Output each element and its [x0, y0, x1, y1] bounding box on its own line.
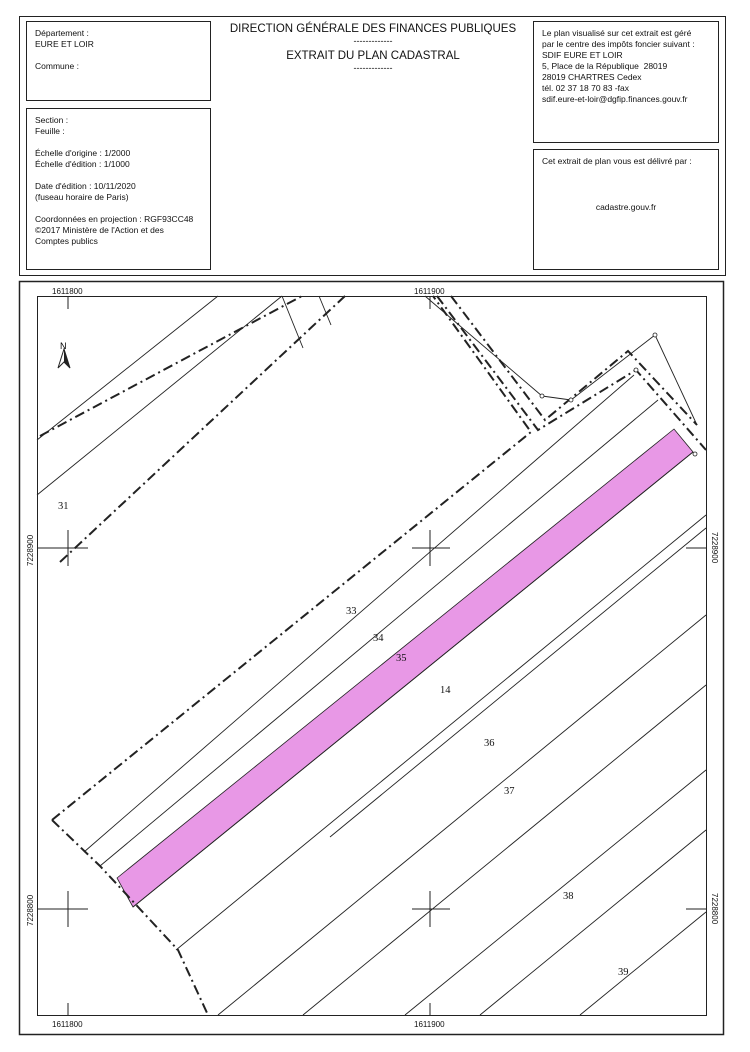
parcel-number-36: 36 — [484, 738, 495, 749]
header-separator-2: ------------- — [353, 63, 393, 73]
feuille-label: Feuille : — [35, 126, 65, 136]
fuseau-horaire: (fuseau horaire de Paris) — [35, 192, 129, 202]
commune-label: Commune : — [35, 61, 79, 71]
delivered-by-site: cadastre.gouv.fr — [595, 202, 657, 212]
coord-top-left: 1611800 — [52, 287, 83, 296]
section-label: Section : — [35, 115, 69, 125]
north-label: N — [60, 341, 67, 351]
sdif-email: sdif.eure-et-loir@dgfip.finances.gouv.fr — [542, 94, 688, 104]
parcel-number-31: 31 — [58, 501, 69, 512]
sdif-line-5: 28019 CHARTRES Cedex — [542, 72, 642, 82]
echelle-edition: Échelle d'édition : 1/1000 — [35, 159, 130, 169]
frame-ticks — [37, 296, 707, 1016]
header-separator: ------------- — [353, 36, 393, 46]
coord-right-upper: 7228900 — [710, 532, 719, 564]
copyright-line-2: Comptes publics — [35, 236, 98, 246]
coord-bottom-left: 1611800 — [52, 1020, 83, 1029]
coordonnees-projection: Coordonnées en projection : RGF93CC48 — [35, 214, 194, 224]
parcel-number-39: 39 — [618, 967, 629, 978]
coord-bottom-mid: 1611900 — [414, 1020, 445, 1029]
boundary-lines — [40, 296, 706, 1015]
sdif-line-1: Le plan visualisé sur cet extrait est géré — [542, 28, 692, 38]
map-outer-frame — [20, 282, 724, 1035]
coord-right-lower: 7228800 — [710, 893, 719, 925]
delivered-by-label: Cet extrait de plan vous est délivré par : — [542, 156, 692, 166]
header-subtitle: EXTRAIT DU PLAN CADASTRAL — [286, 50, 460, 62]
departement-value: EURE ET LOIR — [35, 39, 94, 49]
echelle-origine: Échelle d'origine : 1/2000 — [35, 148, 131, 158]
north-arrow-icon — [58, 341, 70, 368]
sdif-line-6: tél. 02 37 18 70 83 -fax — [542, 83, 629, 93]
copyright-line-1: ©2017 Ministère de l'Action et des — [35, 225, 164, 235]
parcel-number-37: 37 — [504, 786, 515, 797]
departement-label: Département : — [35, 28, 89, 38]
highlighted-parcel — [117, 429, 693, 907]
sdif-line-4: 5, Place de la République 28019 — [542, 61, 668, 71]
parcel-number-34: 34 — [373, 633, 384, 644]
parcel-number-14: 14 — [440, 685, 451, 696]
header-title: DIRECTION GÉNÉRALE DES FINANCES PUBLIQUES — [229, 23, 517, 35]
date-edition: Date d'édition : 10/11/2020 — [35, 181, 136, 191]
coord-left-upper: 7228900 — [26, 534, 35, 566]
parcel-number-38: 38 — [563, 891, 574, 902]
parcel-number-35: 35 — [396, 653, 407, 664]
sdif-line-2: par le centre des impôts foncier suivant : — [542, 39, 695, 49]
sdif-line-3: SDIF EURE ET LOIR — [542, 50, 623, 60]
parcel-number-33: 33 — [346, 606, 357, 617]
coord-left-lower: 7228800 — [26, 894, 35, 926]
coord-top-mid: 1611900 — [414, 287, 445, 296]
